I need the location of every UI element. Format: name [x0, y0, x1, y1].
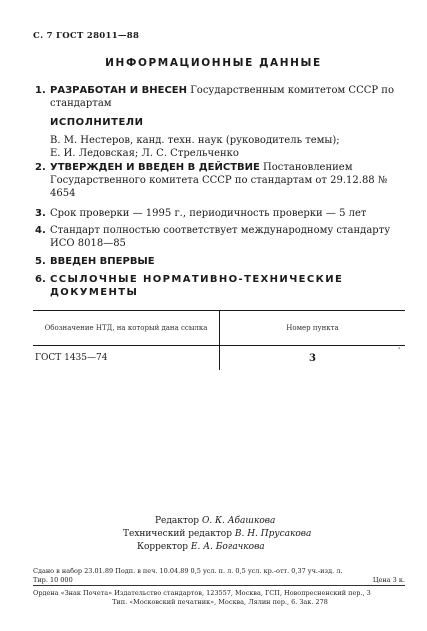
item-lead: РАЗРАБОТАН И ВНЕСЕН	[50, 85, 187, 96]
item-text: Государственным комитетом СССР по стандартам	[50, 85, 394, 109]
credits-block	[0, 515, 427, 554]
info-item-5	[35, 255, 407, 268]
executors-line-1: В. М. Нестеров, канд. техн. наук (руководитель темы);	[50, 135, 340, 146]
printer-block	[33, 589, 407, 606]
editor-line	[155, 515, 427, 528]
info-item-4	[35, 224, 407, 250]
item-number: 5.	[35, 256, 46, 267]
item-lead: УТВЕРЖДЕН И ВВЕДЕН В ДЕЙСТВИЕ	[50, 162, 260, 173]
document-title: ИНФОРМАЦИОННЫЕ ДАННЫЕ	[105, 57, 322, 69]
printer-line-2: Тип. «Московский печатник», Москва, Лялин пер., 6. Зак. 278	[112, 597, 328, 606]
corrector-line	[137, 541, 427, 554]
info-item-1	[35, 84, 407, 110]
item-lead: ВВЕДЕН ВПЕРВЫЕ	[50, 256, 155, 267]
item-number: 4.	[35, 225, 46, 236]
reference-table	[33, 310, 405, 370]
table-row	[33, 346, 405, 371]
imprint-divider	[33, 585, 405, 586]
tech-editor-name: В. Н. Прусакова	[234, 529, 312, 539]
info-item-3	[35, 207, 407, 220]
item-lead: ССЫЛОЧНЫЕ НОРМАТИВНО-ТЕХНИЧЕСКИЕ ДОКУМЕНТЫ	[50, 274, 344, 298]
corrector-role: Корректор	[137, 542, 189, 552]
item-number: 1.	[35, 85, 46, 96]
item-number: 3.	[35, 208, 46, 219]
executors-line-2: Е. И. Ледовская; Л. С. Стрельченко	[50, 148, 239, 159]
imprint-line-1: Сдано в набор 23.01.89 Подп. в печ. 10.04.89 0,5 усл. п. л. 0,5 усл. кр.-отт. 0,37 уч.-изд. л.	[33, 567, 343, 575]
editor-role: Редактор	[155, 516, 200, 526]
info-item-2	[35, 161, 407, 200]
imprint-circulation: Тир. 10 000	[33, 575, 73, 584]
editor-name: О. К. Абашкова	[201, 516, 276, 526]
item-text: Постановлением Государственного комитета СССР по стандартам от 29.12.88 № 4654	[50, 162, 388, 199]
printer-line-1: Ордена «Знак Почета» Издательство стандартов, 123557, Москва, ГСП, Новопресненский пер., 3	[33, 589, 371, 597]
imprint-line-2	[33, 576, 405, 585]
item-text: Срок проверки — 1995 г., периодичность проверки — 5 лет	[50, 208, 367, 219]
item-number: 6.	[35, 274, 46, 285]
cell-clause: 3	[309, 352, 316, 364]
tech-editor-line	[123, 528, 427, 541]
column-header-document: Обозначение НТД, на который дана ссылка	[33, 311, 220, 346]
info-item-6	[35, 273, 407, 299]
cell-document: ГОСТ 1435—74	[33, 346, 220, 371]
stray-mark: '	[398, 346, 401, 355]
executors-block	[35, 116, 407, 160]
tech-editor-role: Технический редактор	[123, 529, 232, 539]
imprint-price: Цена 3 к.	[372, 575, 405, 584]
page-header: С. 7 ГОСТ 28011—88	[33, 31, 140, 41]
table-header-row	[33, 311, 405, 346]
item-number: 2.	[35, 162, 46, 173]
item-text: Стандарт полностью соответствует международному стандарту ИСО 8018—85	[50, 225, 391, 249]
corrector-name: Е. А. Богачкова	[190, 542, 265, 552]
column-header-clause: Номер пункта	[220, 311, 406, 346]
imprint-block	[33, 567, 405, 584]
executors-heading: ИСПОЛНИТЕЛИ	[50, 117, 144, 128]
